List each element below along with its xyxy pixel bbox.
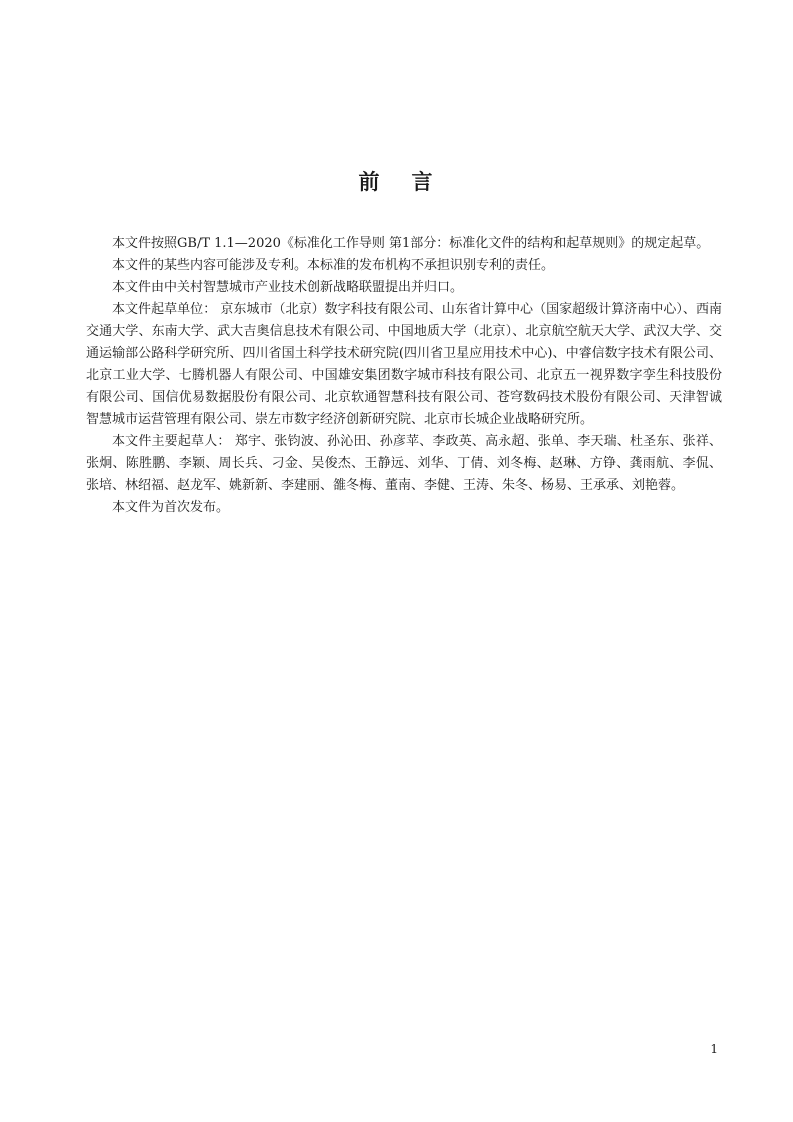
paragraph-proposer: 本文件由中关村智慧城市产业技术创新战略联盟提出并归口。 xyxy=(112,280,464,295)
page-number: 1 xyxy=(710,1042,718,1056)
paragraph-drafting-units: 本文件起草单位： 京东城市（北京）数字科技有限公司、山东省计算中心（国家超级计算济南中心）、西南交通大学、东南大学、武大吉奥信息技术有限公司、中国地质大学（北京）、北京航空航天大学、武汉大学、交通运输部公路科学研究所、四川省国土科学技术研究院(四川省卫星应用技术中心)、中睿信数字技术有限公司、北京工业大学、七腾机器人有限公司、中国雄安集团数字城市科技有限公司、北京五一视界数字孪生科技股份有限公司、国信优易数据股份有限公司、北京软通智慧科技有限公司、苍穹数码技术股份有限公司、天津智诚智慧城市运营管理有限公司、崇左市数字经济创新研究院、北京市长城企业战略研究所。 xyxy=(86,302,722,427)
page-title xyxy=(0,168,793,196)
paragraph-patent-notice: 本文件的某些内容可能涉及专利。本标准的发布机构不承担识别专利的责任。 xyxy=(112,258,555,273)
foreword-body xyxy=(86,233,722,519)
paragraph-drafters: 本文件主要起草人： 郑宇、张钧波、孙沁田、孙彦苹、李政英、高永超、张单、李天瑞、杜圣东、张祥、张炯、陈胜鹏、李颖、周长兵、刁金、吴俊杰、王静远、刘华、丁倩、刘冬梅、赵琳、方铮、龚雨航、李侃、张培、林绍福、赵龙军、姚新新、李建丽、雒冬梅、董南、李健、王涛、朱冬、杨易、王承承、刘艳蓉。 xyxy=(86,434,722,493)
paragraph-standard-reference: 本文件按照GB/T 1.1—2020《标准化工作导则 第1部分：标准化文件的结构和起草规则》的规定起草。 xyxy=(112,236,710,251)
page-title-part-2: 言 xyxy=(411,170,435,194)
page-title-part-1: 前 xyxy=(358,170,382,194)
paragraph-first-release: 本文件为首次发布。 xyxy=(112,500,230,515)
